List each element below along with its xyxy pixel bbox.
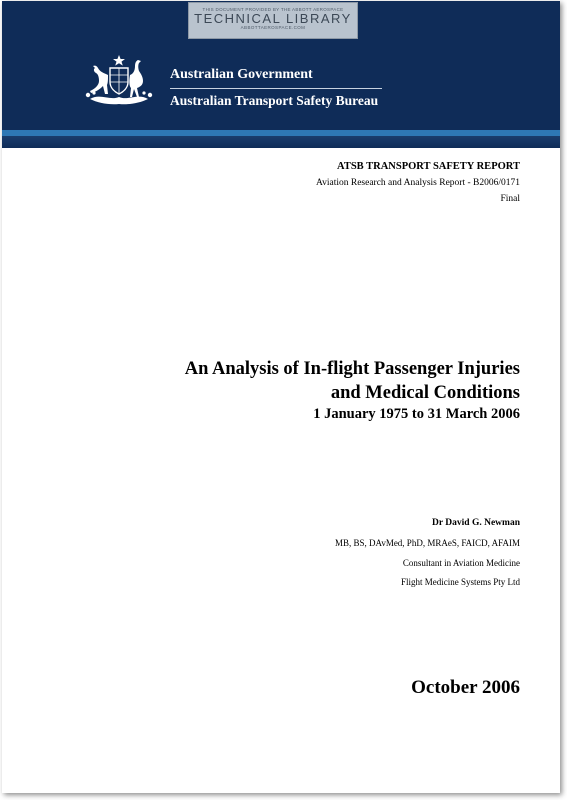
author-organisation: Flight Medicine Systems Pty Ltd (400, 577, 520, 587)
watermark-top-line: THIS DOCUMENT PROVIDED BY THE ABBOTT AEROSPACE (202, 7, 344, 12)
bureau-name: Australian Transport Safety Bureau (170, 93, 379, 108)
banner-lower-band (2, 136, 560, 148)
watermark-url: ABBOTTAEROSPACE.COM (240, 25, 306, 30)
title-line-2: and Medical Conditions (330, 383, 520, 403)
government-name: Australian Government (170, 67, 313, 82)
report-cover-page (2, 1, 560, 793)
technical-library-watermark (188, 2, 358, 39)
watermark-title: TECHNICAL LIBRARY (194, 11, 352, 26)
report-number: Aviation Research and Analysis Report - B2006/0171 (315, 178, 520, 188)
publication-date: October 2006 (411, 677, 520, 698)
banner-divider (170, 88, 382, 89)
title-period: 1 January 1975 to 31 March 2006 (313, 406, 520, 422)
title-line-1: An Analysis of In-flight Passenger Injuries (184, 359, 520, 379)
coat-of-arms-icon (80, 53, 158, 111)
author-role: Consultant in Aviation Medicine (402, 558, 520, 568)
author-name: Dr David G. Newman (432, 518, 520, 528)
author-qualifications: MB, BS, DAvMed, PhD, MRAeS, FAICD, AFAIM (334, 538, 520, 548)
report-status: Final (500, 194, 520, 204)
report-series: ATSB TRANSPORT SAFETY REPORT (337, 161, 520, 172)
